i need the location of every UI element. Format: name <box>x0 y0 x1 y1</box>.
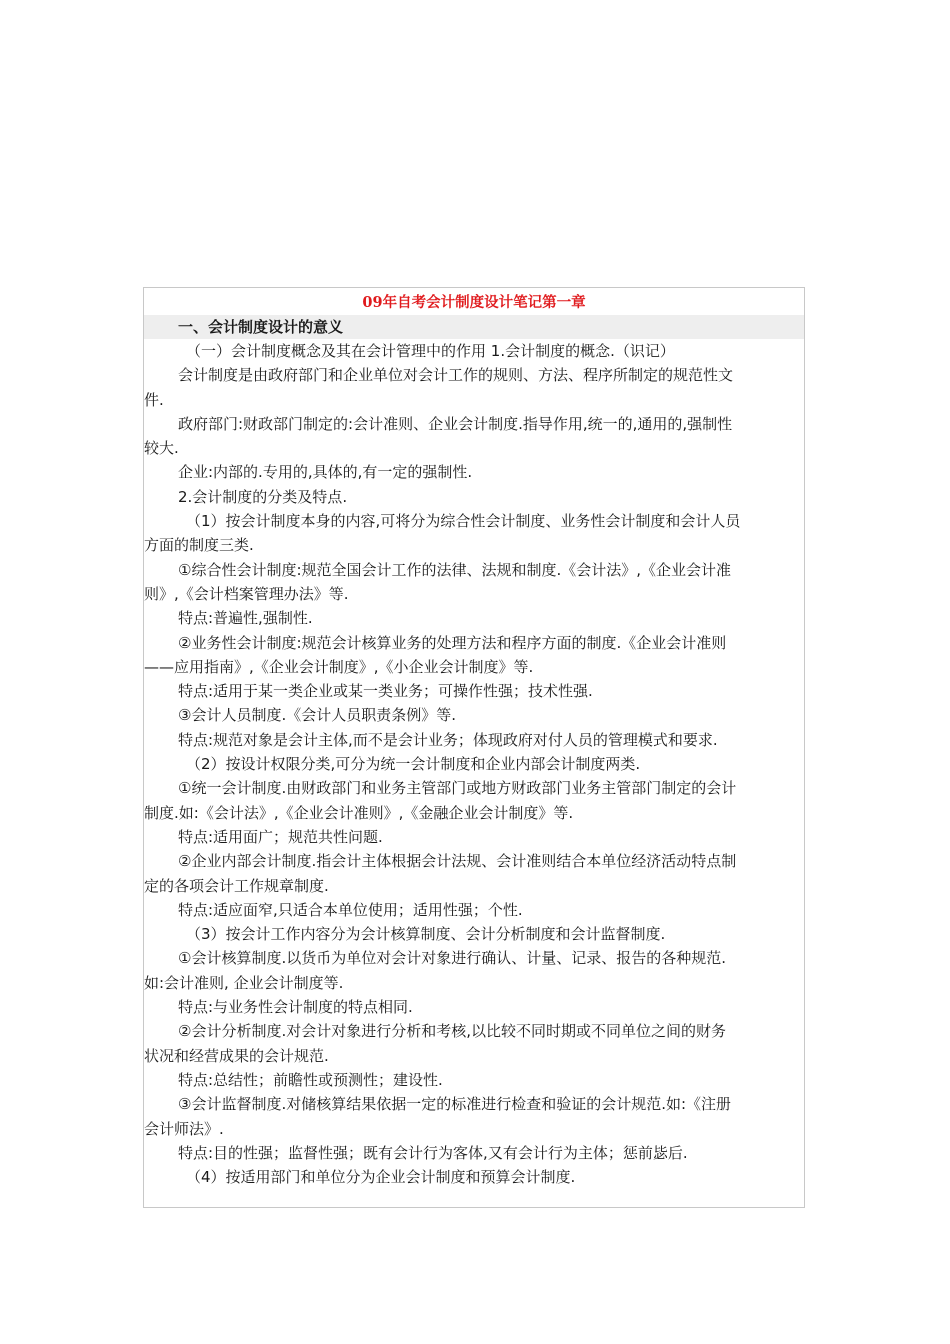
document-title: 09年自考会计制度设计笔记第一章 <box>362 294 586 311</box>
text-line: 会计制度是由政府部门和企业单位对会计工作的规则、方法、程序所制定的规范性文 <box>178 366 734 385</box>
text-line: 较大. <box>144 439 179 458</box>
text-line: 特点:目的性强；监督性强；既有会计行为客体,又有会计行为主体；惩前毖后. <box>178 1143 688 1162</box>
text-line: 特点:规范对象是会计主体,而不是会计业务；体现政府对付人员的管理模式和要求. <box>178 730 718 749</box>
text-line: （4）按适用部门和单位分为企业会计制度和预算会计制度. <box>186 1168 576 1187</box>
text-line: 件. <box>144 390 164 409</box>
text-line: （2）按设计权限分类,可分为统一会计制度和企业内部会计制度两类. <box>186 755 641 774</box>
text-line: （一）会计制度概念及其在会计管理中的作用 1.会计制度的概念.（识记） <box>186 342 675 360</box>
text-line: 政府部门:财政部门制定的:会计准则、企业会计制度.指导作用,统一的,通用的,强制性 <box>178 414 733 433</box>
text-line: ①会计核算制度.以货币为单位对会计对象进行确认、计量、记录、报告的各种规范. <box>178 949 726 968</box>
text-line: 状况和经营成果的会计规范. <box>144 1046 329 1065</box>
document-frame <box>143 287 805 1208</box>
text-line: 2.会计制度的分类及特点. <box>178 487 348 506</box>
text-line: 特点:适应面窄,只适合本单位使用；适用性强；个性. <box>178 900 523 919</box>
text-line: ①统一会计制度.由财政部门和业务主管部门或地方财政部门业务主管部门制定的会计 <box>178 779 737 798</box>
text-line: ——应用指南》,《企业会计制度》,《小企业会计制度》等. <box>144 657 534 676</box>
text-line: 定的各项会计工作规章制度. <box>144 876 329 895</box>
text-line: 企业:内部的.专用的,具体的,有一定的强制性. <box>178 463 473 482</box>
text-line: 制度.如:《会计法》,《企业会计准则》,《金融企业会计制度》等. <box>144 803 574 822</box>
text-line: ①综合性会计制度:规范全国会计工作的法律、法规和制度.《会计法》,《企业会计准 <box>178 560 732 579</box>
text-line: ②业务性会计制度:规范会计核算业务的处理方法和程序方面的制度.《企业会计准则 <box>178 633 727 652</box>
section-heading: 一、会计制度设计的意义 <box>144 315 804 339</box>
text-line: 会计师法》. <box>144 1119 224 1138</box>
text-line: ③会计监督制度.对储核算结果依据一定的标准进行检查和验证的会计规范.如:《注册 <box>178 1095 732 1114</box>
text-line: （1）按会计制度本身的内容,可将分为综合性会计制度、业务性会计制度和会计人员 <box>186 512 741 531</box>
body-text <box>144 339 804 1189</box>
text-line: 特点:普遍性,强制性. <box>178 609 313 628</box>
text-line: 特点:总结性；前瞻性或预测性；建设性. <box>178 1070 443 1089</box>
text-line: （3）按会计工作内容分为会计核算制度、会计分析制度和会计监督制度. <box>186 925 666 944</box>
text-line: 特点:适用于某一类企业或某一类业务；可操作性强；技术性强. <box>178 682 593 701</box>
text-line: ②企业内部会计制度.指会计主体根据会计法规、会计准则结合本单位经济活动特点制 <box>178 852 737 871</box>
text-line: ③会计人员制度.《会计人员职责条例》等. <box>178 706 456 725</box>
text-line: 如:会计准则, 企业会计制度等. <box>144 973 344 992</box>
text-line: 则》,《会计档案管理办法》等. <box>144 584 349 603</box>
text-line: ②会计分析制度.对会计对象进行分析和考核,以比较不同时期或不同单位之间的财务 <box>178 1022 726 1041</box>
text-line: 特点:与业务性会计制度的特点相同. <box>178 998 413 1017</box>
text-line: 特点:适用面广；规范共性问题. <box>178 827 383 846</box>
text-line: 方面的制度三类. <box>144 536 254 555</box>
